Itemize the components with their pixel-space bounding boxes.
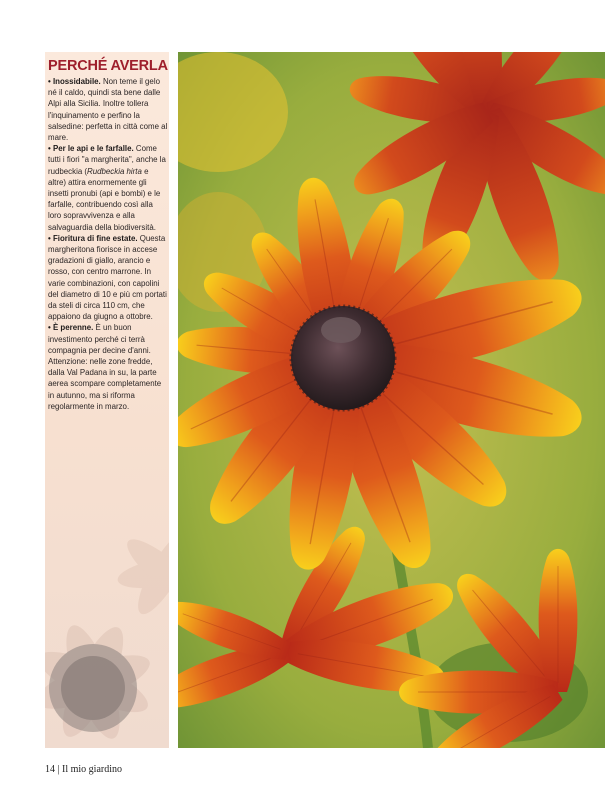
latin-name: Rudbeckia hirta [87,166,142,176]
paragraph-fioritura [48,233,168,323]
paragraph-heading: • Inossidabile. [48,77,101,86]
paragraph-heading: • È perenne. [48,323,94,333]
sidebar-box [45,52,169,748]
box-title: PERCHÉ AVERLA [48,58,168,74]
paragraph-body: Come tutti i fiori "a margherita", anche la rudbeckia ( [48,144,166,176]
paragraph-body: È un buon investimento perché ci terrà compagnia per decine d'anni. Attenzione: nelle zone fredde, dalla Val Padana in su, la parte aerea scompare completamente in autunno, ma si riforma regolarmente in marzo. [48,323,162,411]
paragraph-api-farfalle [48,143,168,233]
sidebar-text [48,58,168,412]
paragraph-perenne [48,322,168,412]
paragraph-heading: • Per le api e le farfalle. [48,144,134,154]
flower-photo [178,52,605,748]
paragraph-inossidabile [48,76,168,143]
paragraph-body: Questa margheritona fiorisce in accese gradazioni di giallo, arancio e rosso, con centro marrone. In varie combinazioni, con capolini del diametro di 10 e più cm portati da steli di circa 110 cm, che appaiono da giugno a ottobre. [48,233,167,322]
paragraph-body: Non teme il gelo né il caldo, quindi sta bene dalle Alpi alla Sicilia. Inoltre tollera l'inquinamento e perfino la salsedine: perfetta in città come al mare. [48,77,168,143]
paragraph-body: e altre) attira enormemente gli insetti pronubi (api e bombi) e le farfalle, contribuendo così alla loro sopravvivenza e alla salvaguardia della biodiversità. [48,166,161,232]
paragraph-heading: • Fioritura di fine estate. [48,233,138,243]
rudbeckia-illustration [178,52,605,748]
page-footer: 14 | Il mio giardino [45,764,122,775]
